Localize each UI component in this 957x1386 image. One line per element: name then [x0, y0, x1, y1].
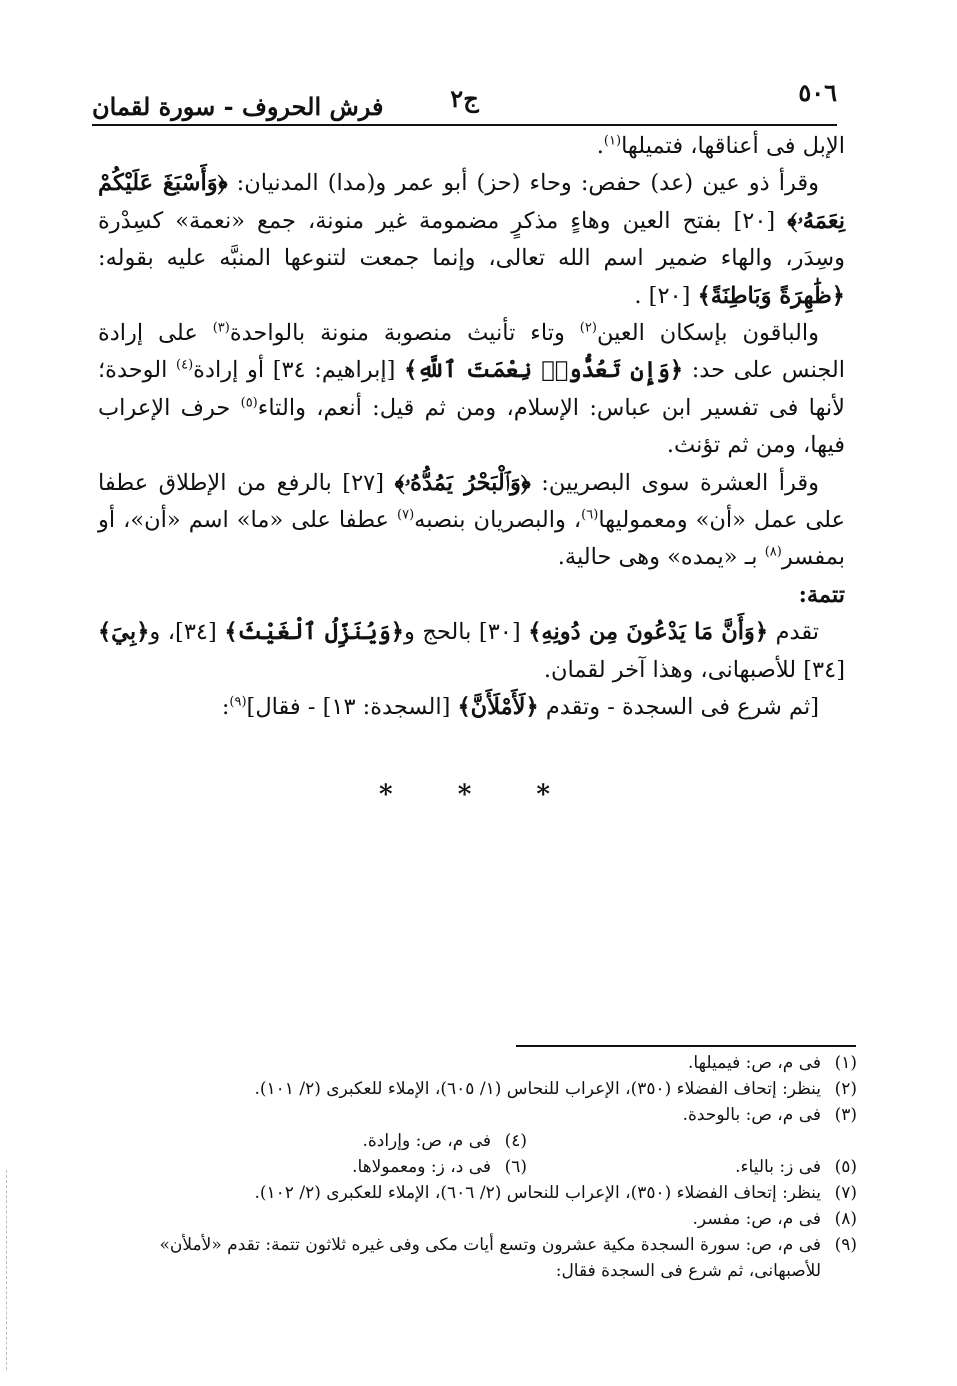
footnote-ref[interactable]: (٧) — [397, 507, 415, 523]
text: [٢٠] بفتح العين وهاءٍ مذكرٍ مضمومة غير منونة، جمع «نعمة» كسِدْرة وسِدَر، والهاء ضمير اسم الله تعالى، وإنما جمعت لتنوعها المنبَّه عليه بقوله: — [98, 207, 845, 272]
footnote-text: ينظر: إتحاف الفضلاء (٣٥٠)، الإعراب للنحاس (١/ ٦٠٥)، الإملاء للعكبرى (٢/ ١٠١). — [254, 1079, 821, 1099]
footnote-text: فى م، ص: بالوحدة. — [682, 1105, 821, 1125]
paragraph — [98, 315, 845, 465]
text: [٢٧] بالرفع من الإطلاق عطفا على عمل «أن» ومعموليها — [98, 469, 846, 534]
page-number: ٥٠٦ — [798, 78, 837, 107]
footnote — [521, 1102, 857, 1128]
footnotes — [140, 1050, 857, 1284]
footnote-number: (١) — [834, 1053, 857, 1073]
text: [٢٠] . — [634, 282, 691, 309]
text: الوحدة؛ لأنها فى تفسير ابن عباس: الإسلام، ومن ثم قيل: أنعم، والتاء — [98, 357, 846, 421]
text: تقدم — [775, 619, 819, 646]
footnote-ref[interactable]: (٩) — [229, 694, 247, 710]
paragraph — [98, 128, 845, 165]
text: والباقون بإسكان العين — [596, 320, 819, 347]
text: : — [221, 694, 230, 721]
footnote-number: (٦) — [504, 1157, 527, 1177]
text: . — [596, 133, 604, 159]
section-heading: تتمة: — [798, 581, 845, 608]
paragraph — [98, 465, 845, 577]
text: [٣٤] للأصبهانى، وهذا آخر لقمان. — [543, 656, 845, 683]
quran-quote: ﴿لَأَمْلَأَنَّ﴾ — [457, 694, 539, 721]
text: الإبل فى أعناقها، فتميلها — [621, 133, 845, 159]
footnote-number: (٣) — [834, 1105, 857, 1125]
footnote-text: فى م، ص: مفسر. — [692, 1209, 821, 1229]
paragraph — [98, 689, 845, 726]
footnote-ref[interactable]: (١) — [603, 133, 622, 149]
footnote-ref[interactable]: (٥) — [240, 395, 258, 411]
volume-label: ج٢ — [450, 84, 479, 113]
footnote-text: فى د، ز: ومعمولاها. — [352, 1157, 491, 1177]
footnote-ref[interactable]: (٤) — [176, 357, 194, 373]
footnote-number: (٨) — [834, 1209, 857, 1229]
footnote-text: فى ز: بالياء. — [735, 1157, 821, 1177]
footnote-number: (٩) — [834, 1235, 857, 1255]
footnote — [140, 1180, 857, 1206]
text: [ثم شرع فى السجدة - وتقدم — [545, 694, 819, 721]
header-rule — [92, 124, 837, 126]
text: بـ «يمده» وهى حالية. — [557, 544, 758, 571]
footnote — [140, 1206, 857, 1232]
footnote — [140, 1076, 857, 1102]
quran-quote: ﴿ظَٰهِرَةً وَبَاطِنَةً﴾ — [697, 282, 845, 309]
quran-quote: ﴿وَٱلْبَحْرُ يَمُدُّهُۥ﴾ — [394, 469, 531, 496]
quran-quote: ﴿وَأَنَّ مَا يَدْعُونَ مِن دُونِهِ﴾ — [528, 619, 769, 646]
footnote-text: فى م، ص: فيميلها. — [687, 1053, 821, 1073]
quran-quote: ﴿وَيُنَزِّلُ ٱلْغَيْثَ﴾ — [224, 619, 404, 646]
footnote-ref[interactable]: (٣) — [212, 320, 230, 336]
text: [٣٠] بالحج و — [403, 619, 521, 646]
footnote — [191, 1128, 527, 1154]
text: وتاء تأنيث منصوبة منونة بالواحدة — [229, 320, 565, 347]
footnote — [191, 1154, 527, 1180]
text: [٣٤]، و — [149, 619, 217, 646]
text: ، والبصريان بنصبه — [414, 507, 582, 534]
footnote-ref[interactable]: (٦) — [581, 507, 599, 523]
text: على إرادة الجنس على حد: — [98, 320, 845, 384]
footnote-rule — [516, 1045, 856, 1047]
text: حرف الإعراب فيها، ومن ثم تؤنث. — [98, 394, 845, 459]
text: [إبراهيم: ٣٤] أو إرادة — [193, 357, 396, 384]
footnote — [140, 1232, 857, 1284]
text: عطفا على «ما» اسم «أن»، أو بمفسر — [98, 507, 845, 571]
quran-quote: ﴿وَأَسْبَغَ عَلَيْكُمْ نِعَمَهُۥ﴾ — [98, 170, 845, 234]
running-title: فرش الحروف - سورة لقمان — [92, 92, 384, 121]
footnote-text: ينظر: إتحاف الفضلاء (٣٥٠)، الإعراب للنحاس (٢/ ٦٠٦)، الإملاء للعكبرى (٢/ ١٠٢). — [254, 1183, 821, 1203]
footnote-text: فى م، ص: وإرادة. — [362, 1131, 491, 1151]
page-header — [92, 78, 837, 122]
text: وقرأ ذو عين (عد) حفص: وحاء (حز) أبو عمر و(مدا) المدنيان: — [236, 170, 819, 197]
text: وقرأ العشرة سوى البصريين: — [541, 469, 820, 496]
paragraph — [98, 165, 845, 315]
footnote-ref[interactable]: (٢) — [579, 320, 597, 336]
footnote-ref[interactable]: (٨) — [764, 544, 782, 560]
footnote — [140, 1050, 857, 1076]
main-text — [98, 128, 845, 727]
footnote-number: (٢) — [834, 1079, 857, 1099]
scan-margin-mark — [6, 1170, 9, 1370]
quran-quote: ﴿بِيَ﴾ — [98, 619, 150, 646]
footnote-number: (٥) — [834, 1157, 857, 1177]
text: [السجدة: ١٣] - فقال] — [246, 694, 451, 721]
footnote — [521, 1154, 857, 1180]
quran-quote: ﴿وَإِن تَعُدُّوا۟ نِعْمَتَ ٱللَّهِ﴾ — [404, 357, 684, 384]
section-separator: * * * — [379, 780, 578, 810]
footnote-number: (٧) — [834, 1183, 857, 1203]
footnote-text: فى م، ص: سورة السجدة مكية عشرون وتسع أيات مكى وفى غيره ثلاثون تتمة: تقدم «لأملأن» للأصبهانى، ثم شرع فى السجدة فقال: — [159, 1235, 821, 1281]
paragraph — [98, 614, 845, 689]
footnote-number: (٤) — [504, 1131, 527, 1151]
